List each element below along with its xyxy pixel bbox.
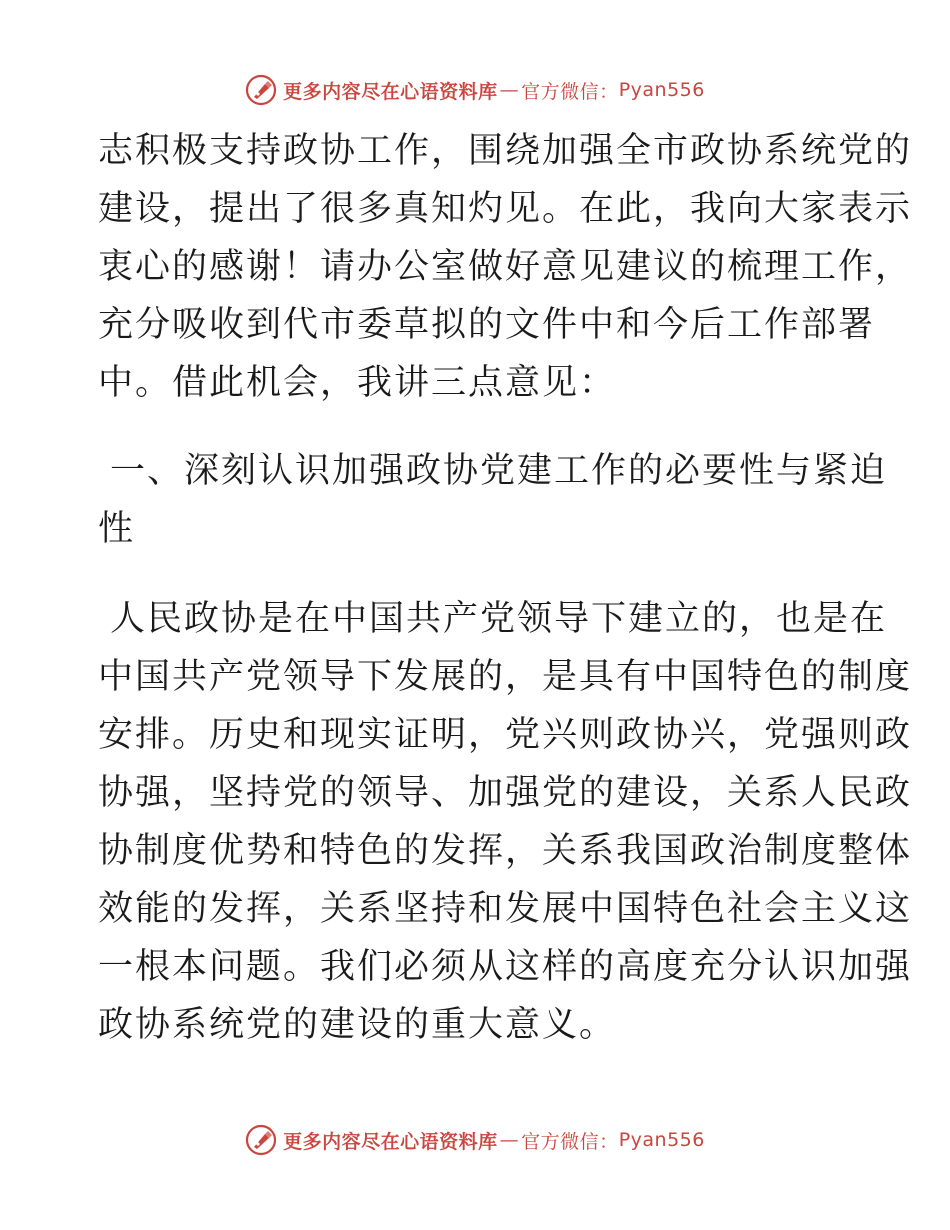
text-line: 人民政协是在中国共产党领导下建立的，也是在 [110,599,888,639]
text-line: 衷心的感谢！请办公室做好意见建议的梳理工作， [98,247,913,287]
text-line: 政协系统党的建设的重大意义。 [98,1005,617,1045]
watermark-dash: — [499,79,520,101]
text-line: 协强，坚持党的领导、加强党的建设，关系人民政 [98,773,913,813]
text-line: 一根本问题。我们必须从这样的高度充分认识加强 [98,947,913,987]
text-line: 志积极支持政协工作，围绕加强全市政协系统党的 [98,131,913,171]
text-line: 中。借此机会，我讲三点意见： [98,363,617,403]
text-line: 效能的发挥，关系坚持和发展中国特色社会主义这 [98,889,913,929]
paragraph-main [98,590,913,1054]
text-line: 建设，提出了很多真知灼见。在此，我向大家表示 [98,189,913,229]
watermark-dash: — [499,1129,520,1151]
watermark-wechat-id: Pyan556 [618,79,705,101]
watermark-site-text: 更多内容尽在心语资料库 [283,80,498,103]
document-body [98,122,913,1054]
header-watermark [0,70,950,110]
pen-nib-icon [245,1124,277,1156]
watermark-site-text: 更多内容尽在心语资料库 [283,1130,498,1153]
watermark-wechat-label: 官方微信： [521,1130,619,1153]
text-line: 中国共产党领导下发展的，是具有中国特色的制度 [98,657,913,697]
paragraph-intro [98,122,913,412]
pen-nib-icon [245,74,277,106]
text-line: 安排。历史和现实证明，党兴则政协兴，党强则政 [98,715,913,755]
footer-watermark [0,1120,950,1160]
watermark-wechat-id: Pyan556 [618,1129,705,1151]
watermark-wechat-label: 官方微信： [521,80,619,103]
section-heading [98,442,888,558]
text-line: 协制度优势和特色的发挥，关系我国政治制度整体 [98,831,913,871]
heading-line: 性 [98,509,136,549]
text-line: 充分吸收到代市委草拟的文件中和今后工作部署 [98,305,876,345]
heading-line: 一、深刻认识加强政协党建工作的必要性与紧迫 [110,451,888,491]
